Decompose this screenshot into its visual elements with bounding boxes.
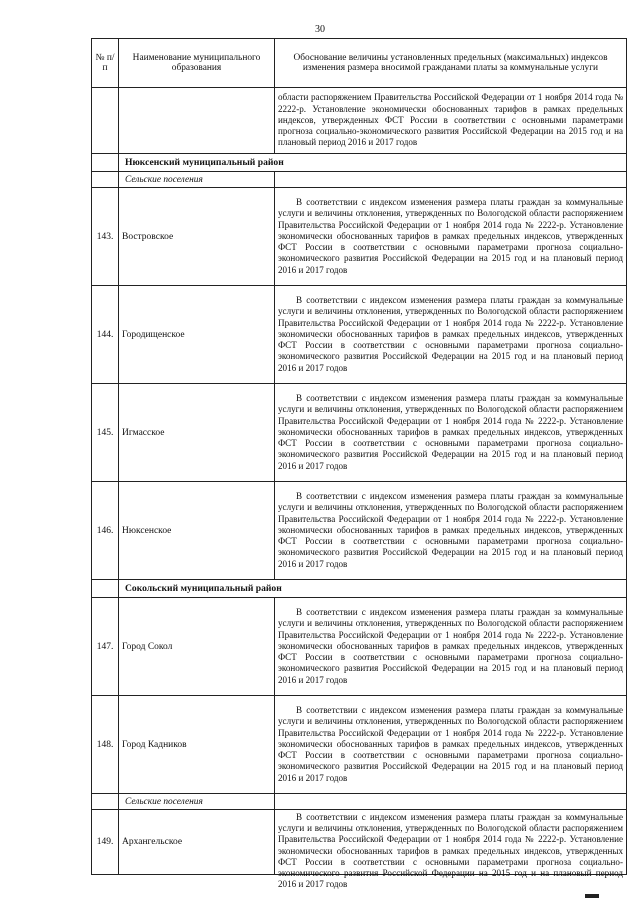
- reason-text: В соответствии с индексом изменения размера платы граждан за коммунальные услуги и величины отклонения, утвержденных по Вологодской области распоряжением Правительства Российской Федерации от 1 ноября 2014 года № 2222-р. Установление экономически обоснованных тарифов в рамках предельных индексов, утвержденных ФСТ России в соответствии с основными параметрами прогноза социально-экономического развития Российской Федерации на 2015 год и на плановый период 2016 и 2017 годов: [275, 286, 627, 384]
- region-row-nyuksensky: [92, 154, 627, 172]
- region-name: Сокольский муниципальный район: [119, 580, 627, 598]
- scan-mark: [585, 894, 599, 898]
- municipality-name: Архангельское: [119, 810, 275, 875]
- settlement-label: Сельские поселения: [119, 794, 275, 810]
- column-header-number: № п/п: [92, 39, 119, 88]
- table-row: [92, 696, 627, 794]
- indices-table: [91, 38, 627, 890]
- table-row: [92, 286, 627, 384]
- reason-text-continuation: области распоряжением Правительства Российской Федерации от 1 ноября 2014 года № 2222-р. Установление экономически обоснованных тарифов в рамках предельных индексов, утвержденных ФСТ России в соответствии с основными параметрами прогноза социально-экономического развития Российской Федерации на 2015 год и на плановый период 2016 и 2017 годов: [275, 88, 627, 154]
- reason-text: В соответствии с индексом изменения размера платы граждан за коммунальные услуги и величины отклонения, утвержденных по Вологодской области распоряжением Правительства Российской Федерации от 1 ноября 2014 года № 2222-р. Установление экономически обоснованных тарифов в рамках предельных индексов, утвержденных ФСТ России в соответствии с основными параметрами прогноза социально-экономического развития Российской Федерации на 2015 год и на плановый период 2016 и 2017 годов: [275, 598, 627, 696]
- municipality-name: Востровское: [119, 188, 275, 286]
- column-header-name: Наименование муниципального образования: [119, 39, 275, 88]
- region-row-sokolsky: [92, 580, 627, 598]
- row-number: 145.: [92, 384, 119, 482]
- cell-number-empty: [92, 88, 119, 154]
- table-row-continuation: [92, 88, 627, 154]
- row-number: 144.: [92, 286, 119, 384]
- page-number: 30: [315, 24, 325, 35]
- row-number: 149.: [92, 810, 119, 875]
- cell-name-empty: [119, 88, 275, 154]
- table-row: [92, 598, 627, 696]
- reason-text: В соответствии с индексом изменения размера платы граждан за коммунальные услуги и величины отклонения, утвержденных по Вологодской области распоряжением Правительства Российской Федерации от 1 ноября 2014 года № 2222-р. Установление экономически обоснованных тарифов в рамках предельных индексов, утвержденных ФСТ России в соответствии с основными параметрами прогноза социально-экономического развития Российской Федерации на 2015 год и на плановый период 2016 и 2017 годов: [275, 696, 627, 794]
- table-row: [92, 482, 627, 580]
- municipality-name: Нюксенское: [119, 482, 275, 580]
- settlement-row: [92, 172, 627, 188]
- reason-text: В соответствии с индексом изменения размера платы граждан за коммунальные услуги и величины отклонения, утвержденных по Вологодской области распоряжением Правительства Российской Федерации от 1 ноября 2014 года № 2222-р. Установление экономически обоснованных тарифов в рамках предельных индексов, утвержденных ФСТ России в соответствии с основными параметрами прогноза социально-экономического развития Российской Федерации на 2015 год и на плановый период 2016 и 2017 годов: [275, 482, 627, 580]
- municipality-name: Город Сокол: [119, 598, 275, 696]
- municipality-name: Город Кадников: [119, 696, 275, 794]
- row-number: 146.: [92, 482, 119, 580]
- reason-text: В соответствии с индексом изменения размера платы граждан за коммунальные услуги и величины отклонения, утвержденных по Вологодской области распоряжением Правительства Российской Федерации от 1 ноября 2014 года № 2222-р. Установление экономически обоснованных тарифов в рамках предельных индексов, утвержденных ФСТ России в соответствии с основными параметрами прогноза социально-экономического развития Российской Федерации на 2015 год и на плановый период 2016 и 2017 годов: [275, 384, 627, 482]
- row-number: 143.: [92, 188, 119, 286]
- region-name: Нюксенский муниципальный район: [119, 154, 627, 172]
- table-row: [92, 188, 627, 286]
- table-row: [92, 810, 627, 875]
- table-row: [92, 384, 627, 482]
- column-header-reason: Обоснование величины установленных предельных (максимальных) индексов изменения размера вносимой гражданами платы за коммунальные услуги: [275, 39, 627, 88]
- settlement-row: [92, 794, 627, 810]
- row-number: 148.: [92, 696, 119, 794]
- reason-text: В соответствии с индексом изменения размера платы граждан за коммунальные услуги и величины отклонения, утвержденных по Вологодской области распоряжением Правительства Российской Федерации от 1 ноября 2014 года № 2222-р. Установление экономически обоснованных тарифов в рамках предельных индексов, утвержденных ФСТ России в соответствии с основными параметрами прогноза социально-экономического развития Российской Федерации на 2015 год и на плановый период 2016 и 2017 годов: [278, 812, 623, 890]
- table-header-row: [92, 39, 627, 88]
- reason-text: В соответствии с индексом изменения размера платы граждан за коммунальные услуги и величины отклонения, утвержденных по Вологодской области распоряжением Правительства Российской Федерации от 1 ноября 2014 года № 2222-р. Установление экономически обоснованных тарифов в рамках предельных индексов, утвержденных ФСТ России в соответствии с основными параметрами прогноза социально-экономического развития Российской Федерации на 2015 год и на плановый период 2016 и 2017 годов: [275, 188, 627, 286]
- settlement-label: Сельские поселения: [119, 172, 275, 188]
- municipality-name: Игмасское: [119, 384, 275, 482]
- row-number: 147.: [92, 598, 119, 696]
- municipality-name: Городищенское: [119, 286, 275, 384]
